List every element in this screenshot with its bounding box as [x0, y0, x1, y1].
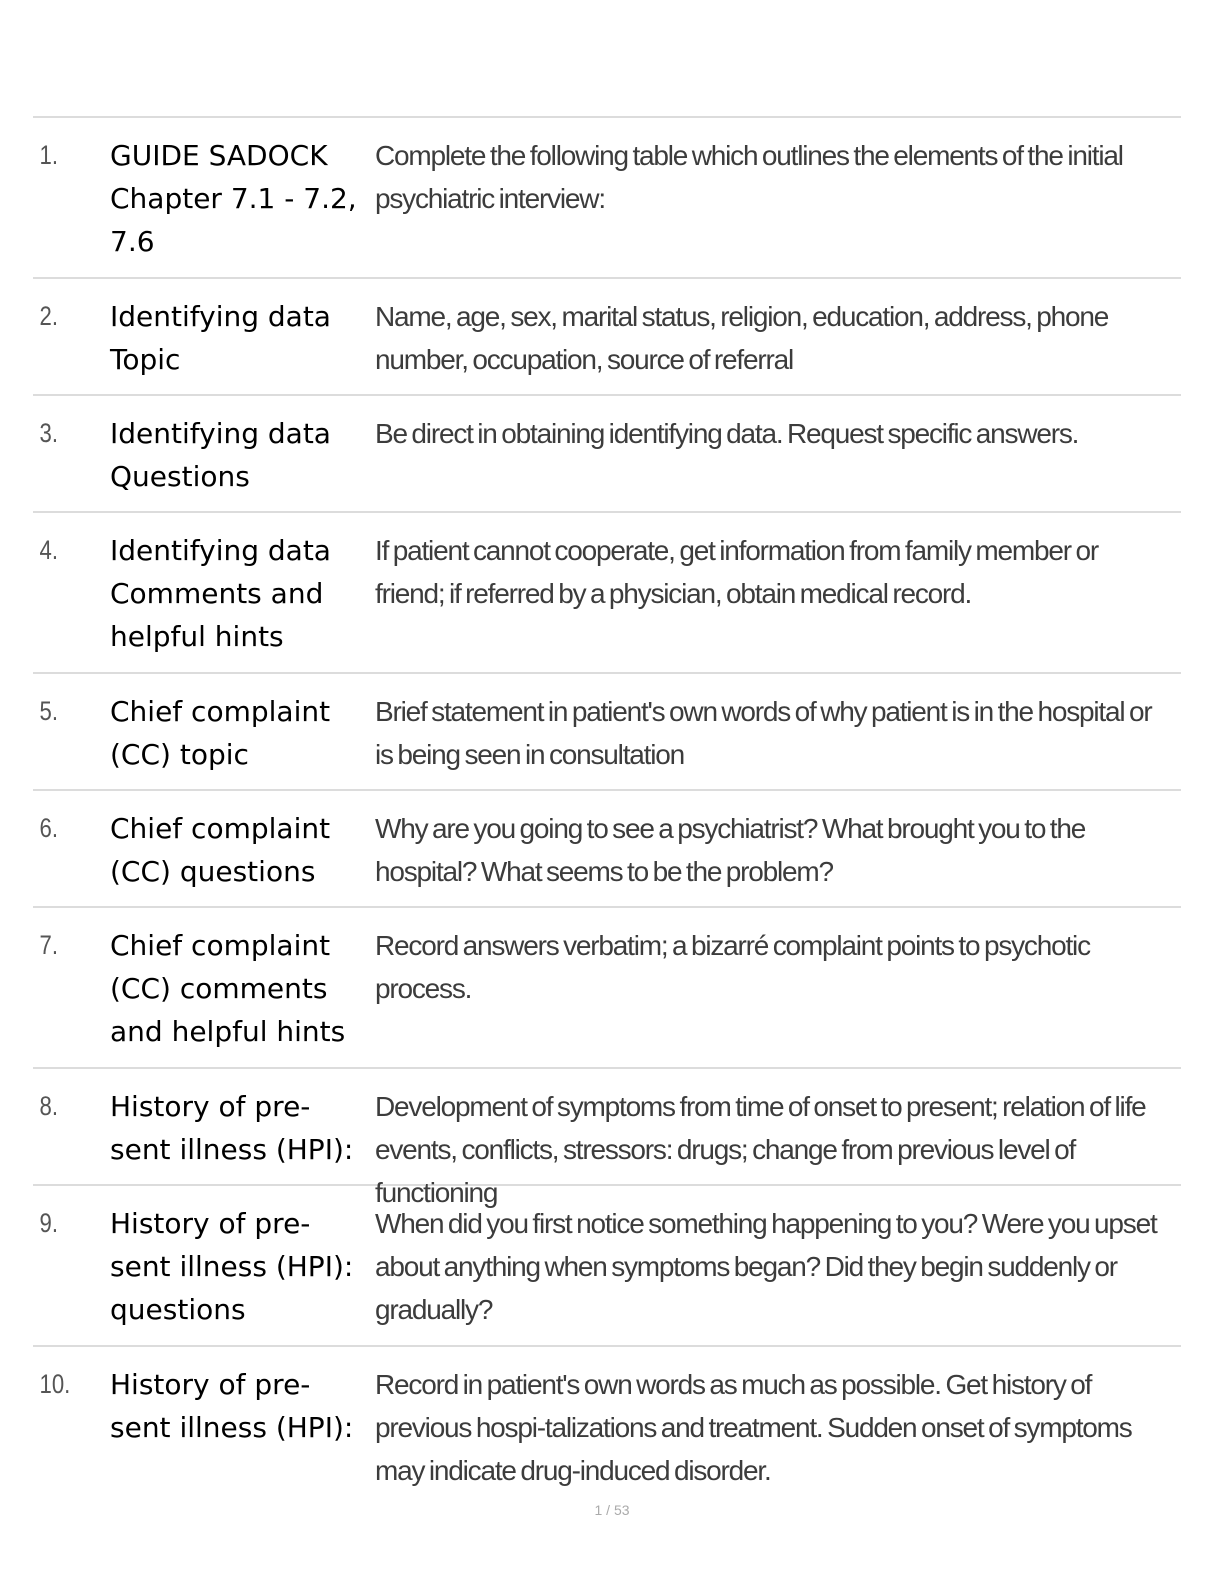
row-number: 4. [39, 535, 59, 565]
row-number: 10. [39, 1369, 71, 1399]
flashcard-table [33, 116, 1181, 1495]
row-term: Identifying data Comments and helpful hints [110, 534, 331, 653]
row-term: History of pre- sent illness (HPI): questions [110, 1207, 354, 1326]
table-row [33, 908, 1181, 1069]
row-definition: Be direct in obtaining identifying data. Request specific answers. [375, 418, 1079, 449]
row-term: Chief complaint (CC) comments and helpful hints [110, 929, 346, 1048]
table-row [33, 1347, 1181, 1495]
row-definition: Record answers verbatim; a bizarré complaint points to psychotic process. [375, 930, 1090, 1004]
row-term: Identifying data Topic [110, 300, 331, 376]
row-term: GUIDE SADOCK Chapter 7.1 - 7.2, 7.6 [110, 139, 357, 258]
table-row [33, 791, 1181, 908]
table-row [33, 118, 1181, 279]
row-term: History of pre- sent illness (HPI): [110, 1368, 354, 1444]
row-number: 3. [39, 418, 59, 448]
table-row [33, 1186, 1181, 1347]
row-number: 8. [39, 1091, 59, 1121]
table-row [33, 279, 1181, 396]
row-definition: Brief statement in patient's own words of why patient is in the hospital or is being seen in consultation [375, 696, 1152, 770]
row-number: 2. [39, 301, 59, 331]
row-number: 1. [39, 140, 59, 170]
page-indicator: 1 / 53 [594, 1502, 630, 1518]
row-term: Chief complaint (CC) questions [110, 812, 331, 888]
row-definition: Complete the following table which outlines the elements of the initial psychiatric interview: [375, 140, 1123, 214]
row-term: Identifying data Questions [110, 417, 331, 493]
row-definition: Name, age, sex, marital status, religion, education, address, phone number, occupation, source of referral [375, 301, 1109, 375]
row-term: History of pre- sent illness (HPI): [110, 1090, 354, 1166]
table-row [33, 396, 1181, 513]
row-definition: Record in patient's own words as much as possible. Get history of previous hospi-talizations and treatment. Sudden onset of symptoms may indicate drug-induced disorder. [375, 1369, 1132, 1486]
row-number: 7. [39, 930, 59, 960]
row-number: 9. [39, 1208, 59, 1238]
row-definition: Development of symptoms from time of onset to present; relation of life events, conflicts, stressors: drugs; change from previous level of functioning [375, 1091, 1146, 1208]
table-row [33, 1069, 1181, 1208]
row-definition: If patient cannot cooperate, get information from family member or friend; if referred by a physician, obtain medical record. [375, 535, 1098, 609]
row-term: Chief complaint (CC) topic [110, 695, 331, 771]
row-number: 6. [39, 813, 59, 843]
table-row [33, 513, 1181, 674]
row-definition: Why are you going to see a psychiatrist? What brought you to the hospital? What seems to be the problem? [375, 813, 1086, 887]
table-row [33, 674, 1181, 791]
row-definition: When did you first notice something happening to you? Were you upset about anything when symptoms began? Did they begin suddenly or gradually? [375, 1208, 1157, 1325]
row-number: 5. [39, 696, 59, 726]
